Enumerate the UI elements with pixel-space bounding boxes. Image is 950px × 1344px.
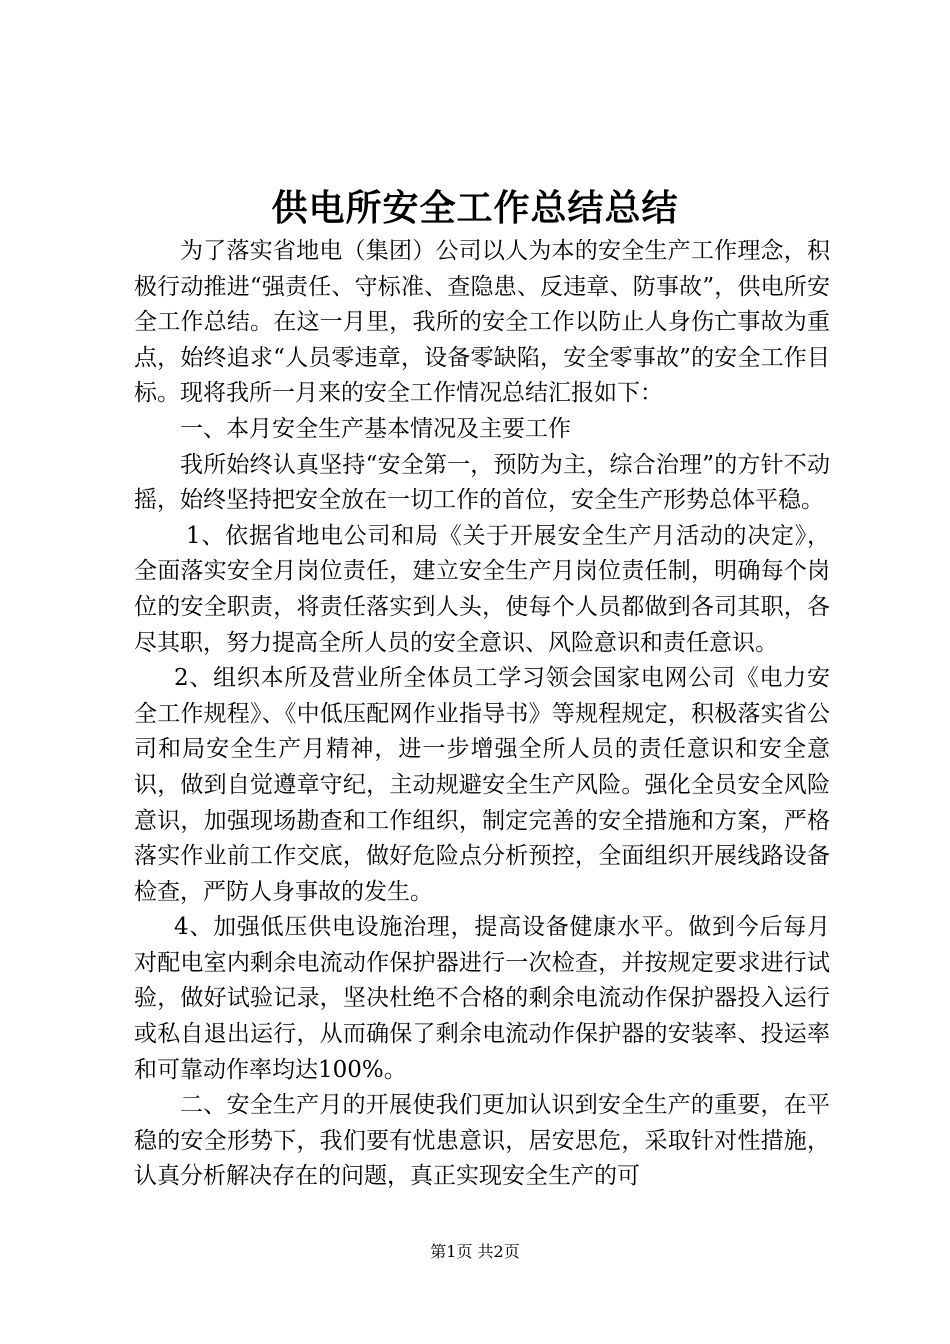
section-heading-2: 二、安全生产月的开展使我们更加认识到安全生产的重要，在平稳的安全形势下，我们要有忧患意识，居安思危，采取针对性措施，认真分析解决存在的问题，真正实现安全生产的可 xyxy=(134,1092,830,1190)
paragraph-policy: 我所始终认真坚持“安全第一，预防为主，综合治理”的方针不动摇，始终坚持把安全放在一切工作的首位，安全生产形势总体平稳。 xyxy=(134,451,830,514)
section-heading-1: 一、本月安全生产基本情况及主要工作 xyxy=(180,415,571,442)
document-title: 供电所安全工作总结总结 xyxy=(271,187,679,229)
paragraph-item-1: 1、依据省地电公司和局《关于开展安全生产月活动的决定》，全面落实安全月岗位责任，建立安全生产月岗位责任制，明确每个岗位的安全职责，将责任落实到人头，使每个人员都做到各司其职，各尽其职，努力提高全所人员的安全意识、风险意识和责任意识。 xyxy=(134,522,830,656)
paragraph-item-2: 2、组织本所及营业所全体员工学习领会国家电网公司《电力安全工作规程》、《中低压配网作业指导书》等规程规定，积极落实省公司和局安全生产月精神，进一步增强全所人员的责任意识和安全意识，做到自觉遵章守纪，主动规避安全生产风险。强化全员安全风险意识，加强现场勘查和工作组织，制定完善的安全措施和方案，严格落实作业前工作交底，做好危险点分析预控，全面组织开展线路设备检查，严防人身事故的发生。 xyxy=(134,665,830,905)
page-footer: 第1页 共2页 xyxy=(430,1242,520,1261)
document-body xyxy=(134,234,830,1195)
paragraph-item-4: 4、加强低压供电设施治理，提高设备健康水平。做到今后每月对配电室内剩余电流动作保护器进行一次检查，并按规定要求进行试验，做好试验记录，坚决杜绝不合格的剩余电流动作保护器投入运行或私自退出运行，从而确保了剩余电流动作保护器的安装率、投运率和可靠动作率均达100%。 xyxy=(134,914,830,1083)
paragraph-intro: 为了落实省地电（集团）公司以人为本的安全生产工作理念，积极行动推进“强责任、守标准、查隐患、反违章、防事故”，供电所安全工作总结。在这一月里，我所的安全工作以防止人身伤亡事故为重点，始终追求“人员零违章，设备零缺陷，安全零事故”的安全工作目标。现将我所一月来的安全工作情况总结汇报如下： xyxy=(134,238,830,407)
